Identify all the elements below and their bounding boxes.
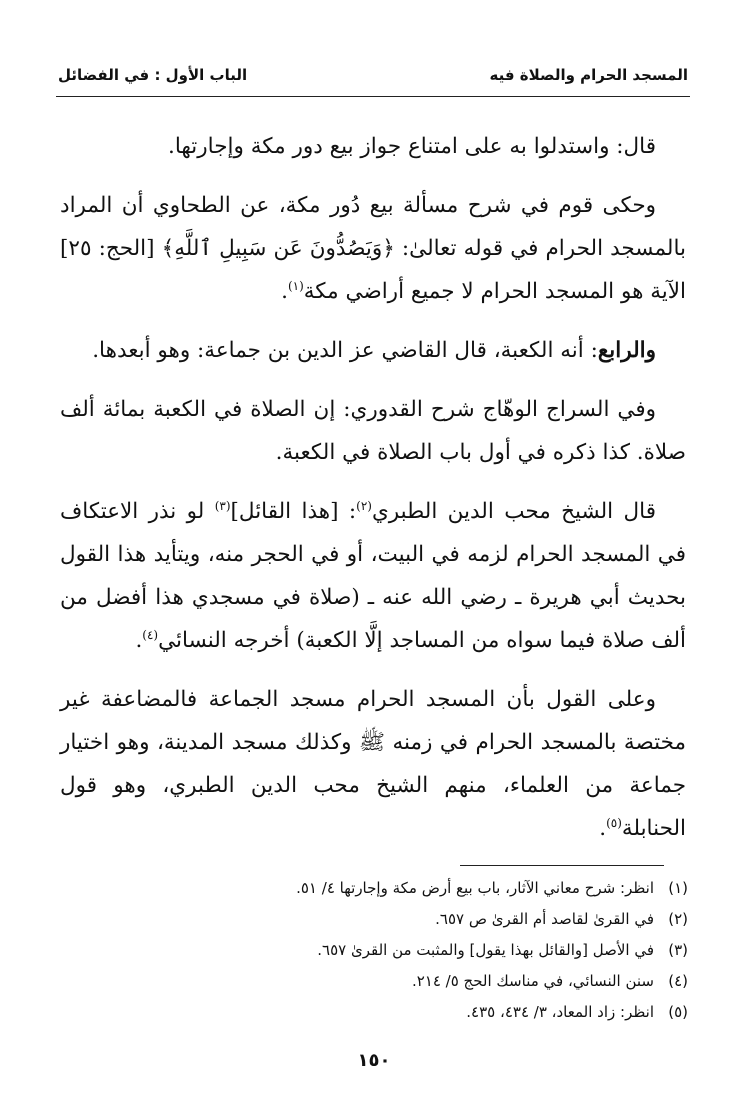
paragraph-1 bbox=[60, 125, 686, 168]
paragraph-6-end: . bbox=[599, 816, 607, 841]
footnote-ref-3[interactable]: (٣) bbox=[214, 498, 231, 513]
header-divider bbox=[56, 96, 690, 97]
paragraph-5-text-c: لو نذر الاعتكاف في المسجد الحرام لزمه في البيت، أو في الحجر منه، ويتأيد هذا القول بحديث أبي هريرة ـ رضي الله عنه ـ (صلاة في مسجدي هذا أفضل من ألف صلاة فيما سواه من المساجد إلَّا الكعبة) أخرجه النسائي bbox=[60, 499, 686, 653]
paragraph-5-text-a: قال الشيخ محب الدين الطبري bbox=[371, 499, 656, 524]
footnote-5-text: انظر: زاد المعاد، ٣/ ٤٣٤، ٤٣٥. bbox=[466, 1003, 654, 1021]
footnote-2 bbox=[120, 904, 688, 935]
footnote-ref-4[interactable]: (٤) bbox=[142, 627, 159, 642]
paragraph-1-text: قال: واستدلوا به على امتناع جواز بيع دور مكة وإجارتها. bbox=[168, 134, 656, 159]
paragraph-5-end: . bbox=[135, 628, 143, 653]
footnote-1 bbox=[120, 873, 688, 904]
paragraph-4-text: وفي السراج الوهّاج شرح القدوري: إن الصلاة في الكعبة بمائة ألف صلاة. كذا ذكره في أول باب الصلاة في الكعبة. bbox=[60, 397, 686, 465]
paragraph-6-text: وعلى القول بأن المسجد الحرام مسجد الجماعة فالمضاعفة غير مختصة بالمسجد الحرام في زمنه ﷺ وكذلك مسجد المدينة، وهو اختيار جماعة من العلماء، منهم الشيخ محب الدين الطبري، وهو قول الحنابلة bbox=[60, 687, 686, 841]
header-section-title: الباب الأول : في الفضائل bbox=[58, 66, 248, 84]
footnote-2-number: (٢) bbox=[668, 910, 688, 928]
page-number: ١٥٠ bbox=[357, 1050, 391, 1071]
paragraph-2-text: وحكى قوم في شرح مسألة بيع دُور مكة، عن الطحاوي أن المراد بالمسجد الحرام في قوله تعالىٰ: ﴿وَيَصُدُّونَ عَن سَبِيلِ ٱللَّهِ﴾ [الحج: ٢٥] الآية هو المسجد الحرام لا جميع أراضي مكة bbox=[60, 193, 686, 304]
footnote-ref-1[interactable]: (١) bbox=[287, 278, 304, 293]
footnote-4-text: سنن النسائي، في مناسك الحج ٥/ ٢١٤. bbox=[411, 972, 654, 990]
paragraph-3-text: : أنه الكعبة، قال القاضي عز الدين بن جماعة: وهو أبعدها. bbox=[92, 338, 598, 363]
footnote-1-number: (١) bbox=[668, 879, 688, 897]
footnote-3 bbox=[120, 935, 688, 966]
footnote-5-number: (٥) bbox=[668, 1003, 688, 1021]
footnote-2-text: في القرىٰ لقاصد أم القرىٰ ص ٦٥٧. bbox=[435, 910, 654, 928]
footnote-ref-2[interactable]: (٢) bbox=[356, 498, 372, 513]
paragraph-2-end: . bbox=[281, 279, 288, 304]
footnote-4 bbox=[120, 966, 688, 997]
main-text bbox=[60, 125, 686, 866]
paragraph-2 bbox=[60, 184, 686, 313]
footnote-3-number: (٣) bbox=[668, 941, 688, 959]
footnote-1-text: انظر: شرح معاني الآثار، باب بيع أرض مكة وإجارتها ٤/ ٥١. bbox=[296, 879, 654, 897]
paragraph-3 bbox=[60, 329, 686, 372]
paragraph-3-lead: والرابع bbox=[597, 338, 656, 363]
footnote-ref-5[interactable]: (٥) bbox=[606, 815, 622, 830]
paragraph-6 bbox=[60, 678, 686, 850]
paragraph-5 bbox=[60, 490, 686, 662]
footnote-4-number: (٤) bbox=[668, 972, 688, 990]
footnote-3-text: في الأصل [والقائل بهذا يقول] والمثبت من القرىٰ ٦٥٧. bbox=[317, 941, 654, 959]
footnote-5 bbox=[120, 997, 688, 1028]
header-chapter-title: المسجد الحرام والصلاة فيه bbox=[489, 66, 688, 84]
running-header bbox=[58, 60, 688, 96]
paragraph-5-text-b: : [هذا القائل] bbox=[230, 499, 357, 524]
paragraph-4 bbox=[60, 388, 686, 474]
footnote-divider bbox=[460, 865, 664, 866]
footnotes bbox=[120, 873, 688, 1028]
